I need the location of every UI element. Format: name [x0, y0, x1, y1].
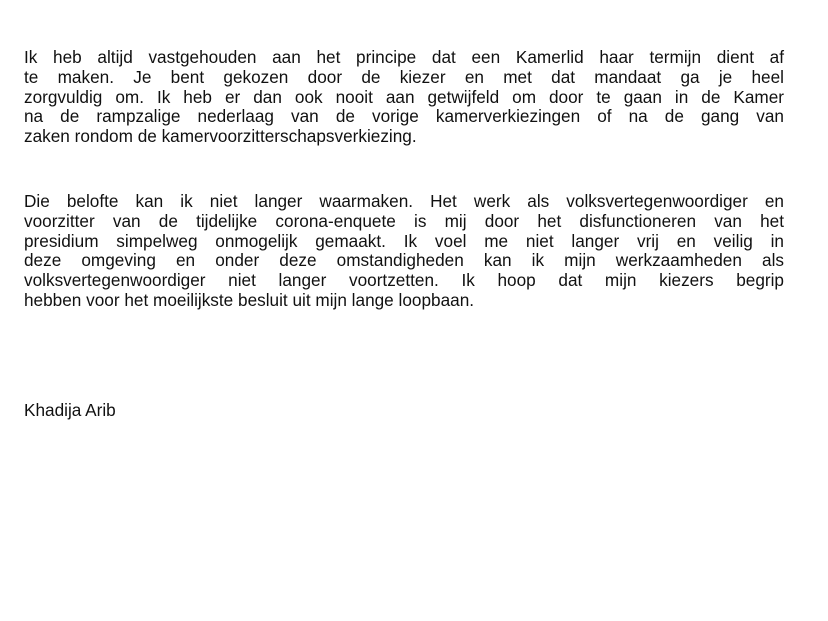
text-line: deze omgeving en onder deze omstandigheden kan ik mijn werkzaamheden als — [24, 250, 784, 271]
paragraph-term-commitment — [24, 48, 784, 147]
text-line: presidium simpelweg onmogelijk gemaakt. Ik voel me niet langer vrij en veilig in — [24, 230, 784, 251]
text-line: te maken. Je bent gekozen door de kiezer en met dat mandaat ga je heel — [24, 66, 784, 87]
text-line: volksvertegenwoordiger niet langer voortzetten. Ik hoop dat mijn kiezers begrip — [24, 270, 784, 291]
text-line: Ik heb altijd vastgehouden aan het principe dat een Kamerlid haar termijn dient af — [24, 47, 784, 67]
text-line: zorgvuldig om. Ik heb er dan ook nooit aan getwijfeld om door te gaan in de Kamer — [24, 86, 784, 107]
paragraph-resignation — [24, 192, 784, 311]
text-line: zaken rondom de kamervoorzitterschapsverkiezing. — [24, 126, 417, 147]
signature-name: Khadija Arib — [24, 400, 116, 420]
text-line: hebben voor het moeilijkste besluit uit mijn lange loopbaan. — [24, 289, 475, 310]
text-line: na de rampzalige nederlaag van de vorige kamerverkiezingen of na de gang van — [24, 106, 784, 127]
text-line: Die belofte kan ik niet langer waarmaken. Het werk als volksvertegenwoordiger en — [24, 191, 784, 211]
text-line: voorzitter van de tijdelijke corona-enquete is mij door het disfunctioneren van het — [24, 210, 784, 231]
